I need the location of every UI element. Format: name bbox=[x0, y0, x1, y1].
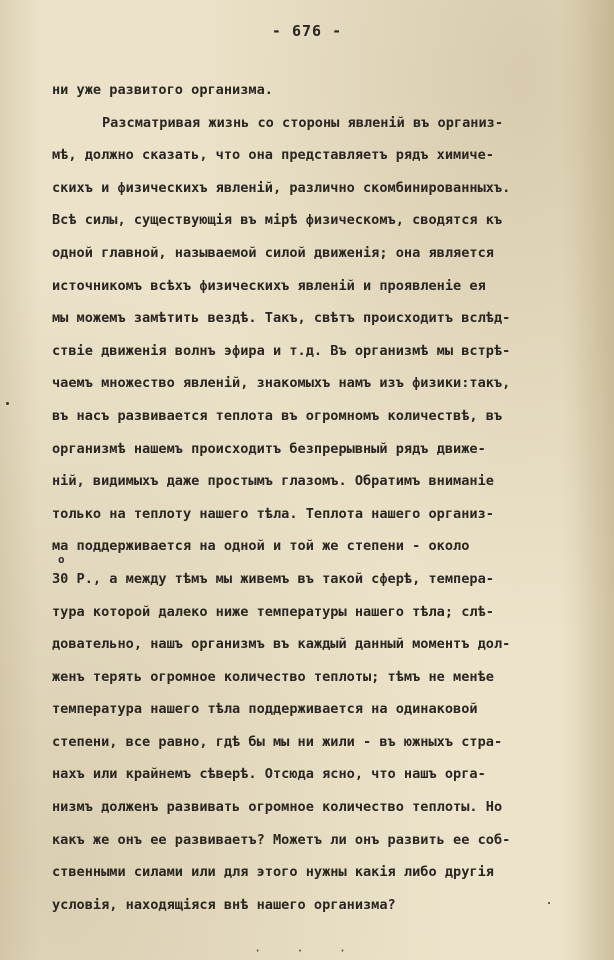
text-line: условія, находящіяся внѣ нашего организма? bbox=[52, 896, 396, 913]
text-line: тура которой далеко ниже температуры нашего тѣла; слѣ- bbox=[52, 603, 494, 620]
text-line: Разсматривая жизнь со стороны явленій въ организ- bbox=[102, 114, 504, 131]
ink-speck bbox=[548, 902, 550, 904]
text-line: ственными силами или для этого нужны какія либо другія bbox=[52, 864, 494, 881]
text-line: степени, все равно, гдѣ бы мы ни жили - въ южныхъ стра- bbox=[52, 733, 503, 750]
text-line: какъ же онъ ее развиваетъ? Можетъ ли онъ развить ее соб- bbox=[52, 831, 511, 848]
text-line: источникомъ всѣхъ физическихъ явленій и проявленіе ея bbox=[52, 277, 486, 294]
text-line: женъ терять огромное количество теплоты; тѣмъ не менѣе bbox=[52, 668, 494, 685]
body-text bbox=[52, 74, 612, 921]
text-line: ма поддерживается на одной и той же степени - около bbox=[52, 538, 470, 555]
text-line: скихъ и физическихъ явленій, различно скомбинированныхъ. bbox=[52, 179, 511, 196]
text-line: въ насъ развивается теплота въ огромномъ количествѣ, въ bbox=[52, 407, 503, 424]
ink-speck bbox=[6, 402, 9, 405]
text-line: температура нашего тѣла поддерживается на одинаковой bbox=[52, 701, 478, 718]
text-line: только на теплоту нашего тѣла. Теплота нашего организ- bbox=[52, 505, 494, 522]
text-line: нахъ или крайнемъ сѣверѣ. Отсюда ясно, что нашъ орга- bbox=[52, 766, 486, 783]
text-line: низмъ долженъ развивать огромное количество теплоты. Но bbox=[52, 799, 503, 816]
degree-mark: o bbox=[58, 553, 65, 566]
text-line: организмѣ нашемъ происходитъ безпрерывный рядъ движе- bbox=[52, 440, 486, 457]
text-line: ствіе движенія волнъ эфира и т.д. Въ организмѣ мы встрѣ- bbox=[52, 342, 511, 359]
footer-marks: · · · bbox=[253, 944, 361, 958]
text-line: чаемъ множество явленій, знакомыхъ намъ изъ физики:такъ, bbox=[52, 375, 511, 392]
page-number: - 676 - bbox=[271, 22, 343, 40]
text-line: довательно, нашъ организмъ въ каждый данный моментъ дол- bbox=[52, 636, 511, 653]
text-line: мѣ, должно сказать, что она представляетъ рядъ химиче- bbox=[52, 147, 494, 164]
text-line: одной главной, называемой силой движенія; она является bbox=[52, 244, 494, 261]
text-line: 30 Р., а между тѣмъ мы живемъ въ такой сферѣ, темпера- bbox=[52, 570, 494, 587]
text-line: Всѣ силы, существующія въ мірѣ физическомъ, сводятся къ bbox=[52, 212, 503, 229]
text-line: ній, видимыхъ даже простымъ глазомъ. Обратимъ вниманіе bbox=[52, 473, 494, 490]
text-line: мы можемъ замѣтить вездѣ. Такъ, свѣтъ происходитъ вслѣд- bbox=[52, 310, 511, 327]
text-line: ни уже развитого организма. bbox=[52, 82, 273, 98]
